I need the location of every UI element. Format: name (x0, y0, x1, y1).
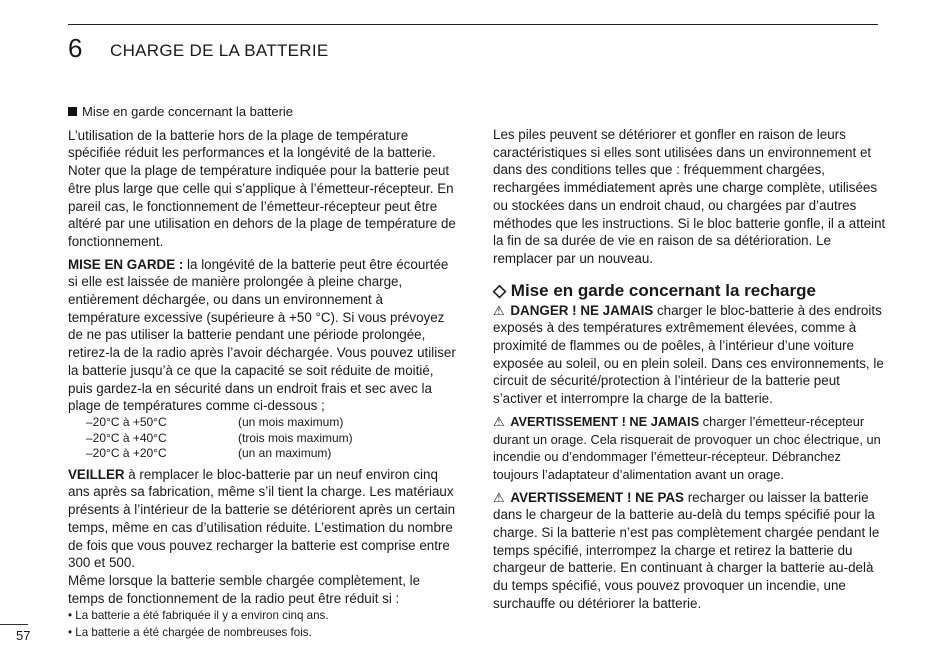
chapter-number: 6 (68, 33, 83, 63)
square-bullet-icon (68, 107, 77, 116)
right-column (493, 126, 888, 613)
caution-paragraph: MISE EN GARDE : la longévité de la batterie peut être écourtée si elle est laissée de manière prolongée à pleine charge, entièrement déchargée, ou dans un environnement à température excessive (supérieure à +50 °C). Si vous prévoyez de ne pas utiliser la batterie pendant une période prolongée, retirez-la de la radio après l’avoir déchargée. Vous pouvez utiliser la batterie jusqu’à ce que la capacité se soit réduite de moitié, puis gardez-la en sécurité dans un endroit frais et sec avec la plage de températures comme ci-dessous ; (68, 256, 456, 414)
page-number-rule (0, 624, 28, 625)
list-item: • La batterie a été fabriquée il y a environ cinq ans. (68, 609, 329, 623)
left-column (68, 103, 458, 641)
warning-label: AVERTISSEMENT ! NE PAS (510, 489, 684, 505)
intro-paragraph: L’utilisation de la batterie hors de la plage de température spécifiée réduit les performances et la longévité de la batterie. Noter que la plage de température indiquée pour la batterie peut être plus large que celle qui s’applique à l’émetteur-récepteur. En pareil cas, le fonctionnement de l’émetteur-récepteur peut être altéré par une utilisation en dehors de la plage de température de fonctionnement. (68, 127, 456, 249)
veiller-label: VEILLER (68, 466, 125, 482)
temperature-row: –20°C à +20°C (un an maximum) (86, 446, 332, 461)
bullet-list (68, 608, 458, 640)
danger-paragraph: ⚠ DANGER ! NE JAMAIS charger le bloc-batterie à des endroits exposés à des températures extrêmement élevées, comme à proximité de flammes ou de poêles, à l’intérieur d’une voiture exposée au soleil, ou en plein soleil. Dans ces environnements, le circuit de sécurité/protection à l’intérieur de la batterie peut s’activer et interrompre la charge de la batterie. (493, 302, 884, 407)
veiller-paragraph: VEILLER à remplacer le bloc-batterie par un neuf environ cinq ans après sa fabrication, même s’il tient la charge. Les matériaux présents à l’intérieur de la batterie se détériorent après un certain temps, même en cas d’utilisation réduite. L’estimation du nombre de fois que vous pouvez recharger la batterie est comprise entre 300 et 500. (68, 466, 456, 571)
danger-label: DANGER ! NE JAMAIS (510, 302, 654, 318)
subheading: Mise en garde concernant la batterie (68, 103, 458, 121)
warning-icon: ⚠ (493, 302, 505, 318)
warning-paragraph: ⚠ AVERTISSEMENT ! NE JAMAIS charger l’émetteur-récepteur durant un orage. Cela risquerait de provoquer un choc électrique, un incendie ou d’endommager l’émetteur-récepteur. Débranchez toujours l’adaptateur d’alimentation avant un orage. (493, 413, 881, 482)
temperature-row: –20°C à +50°C (un mois maximum) (86, 414, 344, 429)
page-number: 57 (16, 628, 31, 643)
section-title: ◇ Mise en garde concernant la recharge (493, 280, 816, 300)
warning-icon: ⚠ (493, 413, 505, 429)
list-item: • La batterie a été chargée de nombreuses fois. (68, 625, 312, 639)
swelling-paragraph: Les piles peuvent se détériorer et gonfler en raison de leurs caractéristiques si elles sont utilisées dans un environnement et dans des conditions telles que : fréquemment chargées, rechargées immédiatement après une charge complète, utilisées ou stockées dans un endroit chaud, ou chargées par d’autres méthodes que les instructions. Si le bloc batterie gonfle, il a atteint la fin de sa durée de vie en raison de sa détérioration. Le remplacer par un nouveau. (493, 127, 886, 266)
warning-paragraph: ⚠ AVERTISSEMENT ! NE PAS recharger ou laisser la batterie dans le chargeur de la batterie au-delà du temps spécifié pour la charge. Si la batterie n’est pas complètement chargée pendant le temps spécifié, interrompez la charge et retirez la batterie du chargeur de batterie. En continuant à charger la batterie au-delà du temps spécifié, vous pouvez provoquer un incendie, une surchauffe ou détériorer la batterie. (493, 489, 880, 611)
warning-icon: ⚠ (493, 489, 505, 505)
warning-label: AVERTISSEMENT ! NE JAMAIS (510, 413, 700, 429)
meme-paragraph: Même lorsque la batterie semble chargée complètement, le temps de fonctionnement de la radio peut être réduit si : (68, 572, 421, 606)
header-rule (68, 24, 878, 25)
caution-label: MISE EN GARDE : (68, 256, 184, 272)
chapter-title: CHARGE DE LA BATTERIE (110, 41, 329, 60)
temperature-table (68, 415, 458, 462)
temperature-row: –20°C à +40°C (trois mois maximum) (86, 430, 353, 445)
